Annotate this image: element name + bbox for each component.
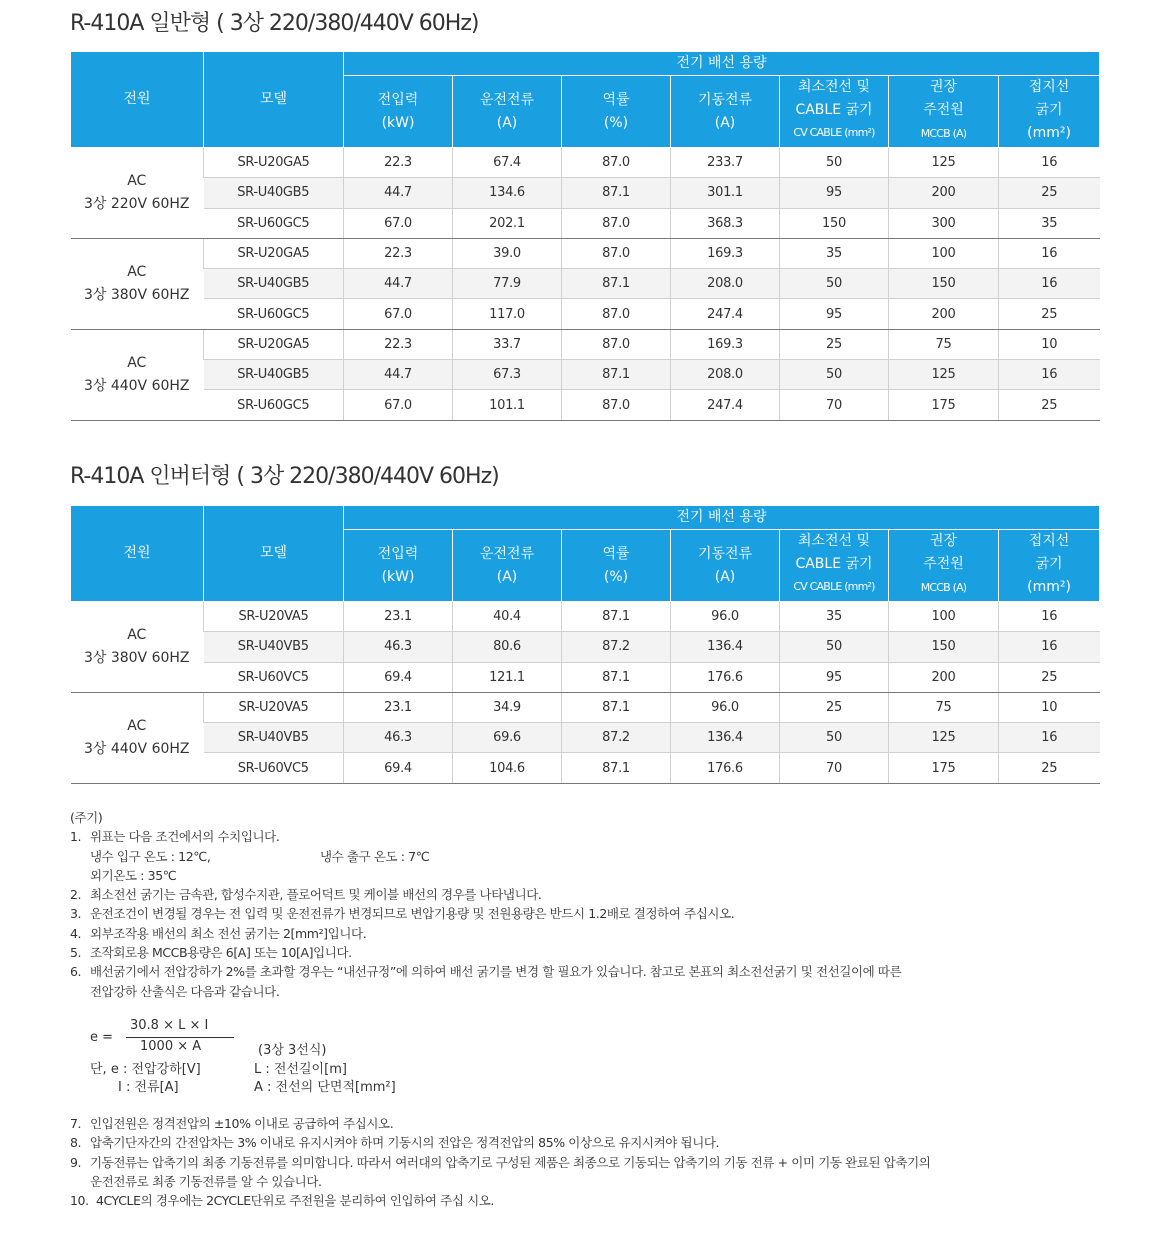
- formula-def-e: 단, e : 전압강하[V]: [90, 1062, 201, 1077]
- header-power-factor: 역률 (%): [562, 530, 671, 602]
- table-row: [71, 269, 1100, 299]
- note-8: 8. 압축기단자간의 간전압차는 3% 이내로 유지시켜야 하며 기동시의 전압은 정격전압의 85% 이상으로 유지시켜야 됩니다.: [70, 1135, 720, 1151]
- start-current-cell: 247.4: [671, 299, 780, 329]
- input-power-cell: 69.4: [344, 662, 453, 692]
- model-cell: SR-U40GB5: [204, 269, 344, 299]
- power-cell: AC 3상 380V 60HZ: [71, 238, 204, 329]
- formula-def-l: L : 전선길이[m]: [254, 1062, 347, 1077]
- min-wire-cell: 25: [780, 329, 889, 359]
- power-cell: AC 3상 380V 60HZ: [71, 602, 204, 693]
- formula-def-i: I : 전류[A]: [118, 1080, 179, 1095]
- breaker-cell: 125: [889, 148, 999, 178]
- note-10: 10. 4CYCLE의 경우에는 2CYCLE단위로 주전원을 분리하여 인입하여 주십 시오.: [70, 1193, 494, 1209]
- power-factor-cell: 87.2: [562, 723, 671, 753]
- fraction-line: [126, 1037, 234, 1038]
- input-power-cell: 67.0: [344, 299, 453, 329]
- table-body-general: [71, 148, 1100, 421]
- power-factor-cell: 87.0: [562, 148, 671, 178]
- min-wire-cell: 70: [780, 390, 889, 420]
- spec-table-inverter: [70, 505, 1100, 784]
- breaker-cell: 75: [889, 329, 999, 359]
- model-cell: SR-U40GB5: [204, 360, 344, 390]
- header-wiring-capacity: 전기 배선 용량: [344, 506, 1100, 530]
- power-factor-cell: 87.1: [562, 662, 671, 692]
- header-min-wire: 최소전선 및 CABLE 굵기 CV CABLE (mm²): [780, 76, 889, 148]
- table-row: [71, 178, 1100, 208]
- table-row: [71, 692, 1100, 722]
- power-cell: AC 3상 220V 60HZ: [71, 148, 204, 239]
- input-power-cell: 46.3: [344, 632, 453, 662]
- notes-block: [70, 808, 1110, 1001]
- power-factor-cell: 87.0: [562, 329, 671, 359]
- note-6: 6. 배선굵기에서 전압강하가 2%를 초과할 경우는 “내선규정”에 의하여 배선 굵기를 변경 할 필요가 있습니다. 참고로 본표의 최소전선굵기 및 전선길이에 따른: [70, 964, 902, 980]
- ground-cell: 25: [999, 178, 1100, 208]
- run-current-cell: 104.6: [453, 753, 562, 783]
- model-cell: SR-U20VA5: [204, 602, 344, 632]
- input-power-cell: 69.4: [344, 753, 453, 783]
- start-current-cell: 169.3: [671, 238, 780, 268]
- run-current-cell: 202.1: [453, 208, 562, 238]
- min-wire-cell: 25: [780, 692, 889, 722]
- min-wire-cell: 35: [780, 238, 889, 268]
- input-power-cell: 67.0: [344, 390, 453, 420]
- breaker-cell: 200: [889, 299, 999, 329]
- table-row: [71, 662, 1100, 692]
- table-row: [71, 299, 1100, 329]
- header-power-factor: 역률 (%): [562, 76, 671, 148]
- table-row: [71, 329, 1100, 359]
- breaker-cell: 200: [889, 178, 999, 208]
- model-cell: SR-U40GB5: [204, 178, 344, 208]
- start-current-cell: 208.0: [671, 360, 780, 390]
- input-power-cell: 22.3: [344, 238, 453, 268]
- start-current-cell: 368.3: [671, 208, 780, 238]
- min-wire-cell: 95: [780, 662, 889, 692]
- note-6-cont: 전압강하 산출식은 다음과 같습니다.: [90, 983, 280, 999]
- start-current-cell: 233.7: [671, 148, 780, 178]
- note-3: 3. 운전조건이 변경될 경우는 전 입력 및 운전전류가 변경되므로 변압기용량 및 전원용량은 반드시 1.2배로 결정하여 주십시오.: [70, 906, 735, 922]
- note-9: 9. 기동전류는 압축기의 최종 기동전류를 의미합니다. 따라서 여러대의 압축기로 구성된 제품은 최종으로 기동되는 압축기의 기동 전류 + 이미 기동 완료된 압축기의: [70, 1154, 931, 1170]
- input-power-cell: 22.3: [344, 148, 453, 178]
- min-wire-cell: 95: [780, 299, 889, 329]
- ground-cell: 25: [999, 299, 1100, 329]
- min-wire-cell: 50: [780, 269, 889, 299]
- table-row: [71, 148, 1100, 178]
- ground-cell: 16: [999, 360, 1100, 390]
- start-current-cell: 247.4: [671, 390, 780, 420]
- ground-cell: 35: [999, 208, 1100, 238]
- formula-phase: (3상 3선식): [258, 1043, 327, 1058]
- start-current-cell: 169.3: [671, 329, 780, 359]
- notes-block-2: [70, 1114, 1110, 1210]
- table-row: [71, 390, 1100, 420]
- power-factor-cell: 87.1: [562, 178, 671, 208]
- ground-cell: 25: [999, 390, 1100, 420]
- breaker-cell: 125: [889, 360, 999, 390]
- start-current-cell: 136.4: [671, 723, 780, 753]
- start-current-cell: 96.0: [671, 602, 780, 632]
- run-current-cell: 40.4: [453, 602, 562, 632]
- ground-cell: 16: [999, 238, 1100, 268]
- power-factor-cell: 87.0: [562, 390, 671, 420]
- model-cell: SR-U20GA5: [204, 238, 344, 268]
- power-factor-cell: 87.0: [562, 238, 671, 268]
- input-power-cell: 23.1: [344, 692, 453, 722]
- header-input-power: 전입력 (kW): [344, 76, 453, 148]
- breaker-cell: 75: [889, 692, 999, 722]
- voltage-drop-formula: e = 30.8 × L × I 1000 × A (3상 3선식) 단, e : 전압강하[V] L : 전선길이[m] I : 전류[A] A : 전선의 단면적[mm²]: [90, 1018, 396, 1095]
- ground-cell: 16: [999, 632, 1100, 662]
- run-current-cell: 67.3: [453, 360, 562, 390]
- ground-cell: 16: [999, 148, 1100, 178]
- model-cell: SR-U20VA5: [204, 692, 344, 722]
- breaker-cell: 175: [889, 390, 999, 420]
- model-cell: SR-U40VB5: [204, 723, 344, 753]
- breaker-cell: 150: [889, 269, 999, 299]
- model-cell: SR-U60VC5: [204, 753, 344, 783]
- breaker-cell: 125: [889, 723, 999, 753]
- power-factor-cell: 87.0: [562, 208, 671, 238]
- header-min-wire: 최소전선 및 CABLE 굵기 CV CABLE (mm²): [780, 530, 889, 602]
- table-row: [71, 360, 1100, 390]
- note-1-conditions: 냉수 입구 온도 : 12℃, 냉수 출구 온도 : 7℃: [90, 848, 430, 864]
- run-current-cell: 117.0: [453, 299, 562, 329]
- breaker-cell: 175: [889, 753, 999, 783]
- header-ground: 접지선 굵기 (mm²): [999, 76, 1100, 148]
- model-cell: SR-U60GC5: [204, 390, 344, 420]
- power-factor-cell: 87.1: [562, 602, 671, 632]
- start-current-cell: 301.1: [671, 178, 780, 208]
- power-cell: AC 3상 440V 60HZ: [71, 329, 204, 420]
- input-power-cell: 44.7: [344, 360, 453, 390]
- run-current-cell: 33.7: [453, 329, 562, 359]
- start-current-cell: 136.4: [671, 632, 780, 662]
- header-power: 전원: [71, 506, 204, 602]
- model-cell: SR-U60VC5: [204, 662, 344, 692]
- model-cell: SR-U40VB5: [204, 632, 344, 662]
- power-factor-cell: 87.1: [562, 692, 671, 722]
- model-cell: SR-U20GA5: [204, 148, 344, 178]
- run-current-cell: 101.1: [453, 390, 562, 420]
- note-7: 7. 인입전원은 정격전압의 ±10% 이내로 공급하여 주십시오.: [70, 1116, 394, 1131]
- start-current-cell: 176.6: [671, 753, 780, 783]
- min-wire-cell: 50: [780, 360, 889, 390]
- note-9-cont: 운전전류로 최종 기동전류를 알 수 있습니다.: [90, 1173, 322, 1189]
- power-factor-cell: 87.2: [562, 632, 671, 662]
- breaker-cell: 150: [889, 632, 999, 662]
- ground-cell: 16: [999, 723, 1100, 753]
- power-factor-cell: 87.1: [562, 269, 671, 299]
- model-cell: SR-U60GC5: [204, 299, 344, 329]
- ground-cell: 25: [999, 662, 1100, 692]
- section-title-general: R-410A 일반형 ( 3상 220/380/440V 60Hz): [70, 11, 479, 36]
- ground-cell: 16: [999, 269, 1100, 299]
- spec-table-general: [70, 51, 1100, 421]
- breaker-cell: 200: [889, 662, 999, 692]
- min-wire-cell: 50: [780, 723, 889, 753]
- header-power: 전원: [71, 52, 204, 148]
- ground-cell: 10: [999, 692, 1100, 722]
- header-model: 모델: [204, 506, 344, 602]
- header-input-power: 전입력 (kW): [344, 530, 453, 602]
- note-1-ambient: 외기온도 : 35℃: [90, 867, 177, 883]
- input-power-cell: 44.7: [344, 269, 453, 299]
- run-current-cell: 69.6: [453, 723, 562, 753]
- min-wire-cell: 35: [780, 602, 889, 632]
- start-current-cell: 176.6: [671, 662, 780, 692]
- section-title-inverter: R-410A 인버터형 ( 3상 220/380/440V 60Hz): [70, 464, 499, 489]
- model-cell: SR-U60GC5: [204, 208, 344, 238]
- run-current-cell: 77.9: [453, 269, 562, 299]
- breaker-cell: 100: [889, 602, 999, 632]
- header-start-current: 기동전류 (A): [671, 530, 780, 602]
- min-wire-cell: 150: [780, 208, 889, 238]
- run-current-cell: 39.0: [453, 238, 562, 268]
- header-ground: 접지선 굵기 (mm²): [999, 530, 1100, 602]
- note-5: 5. 조작회로용 MCCB용량은 6[A] 또는 10[A]입니다.: [70, 945, 352, 961]
- power-cell: AC 3상 440V 60HZ: [71, 692, 204, 783]
- run-current-cell: 34.9: [453, 692, 562, 722]
- power-factor-cell: 87.1: [562, 753, 671, 783]
- header-start-current: 기동전류 (A): [671, 76, 780, 148]
- note-2: 2. 최소전선 굵기는 금속관, 합성수지관, 플로어덕트 및 케이블 배선의 경우를 나타냅니다.: [70, 887, 542, 903]
- ground-cell: 10: [999, 329, 1100, 359]
- breaker-cell: 100: [889, 238, 999, 268]
- formula-numerator: 30.8 × L × I: [130, 1018, 209, 1033]
- input-power-cell: 67.0: [344, 208, 453, 238]
- run-current-cell: 134.6: [453, 178, 562, 208]
- note-1: 1. 위표는 다음 조건에서의 수치입니다.: [70, 829, 280, 845]
- note-4: 4. 외부조작용 배선의 최소 전선 굵기는 2[mm²]입니다.: [70, 925, 367, 941]
- min-wire-cell: 95: [780, 178, 889, 208]
- run-current-cell: 80.6: [453, 632, 562, 662]
- header-run-current: 운전전류 (A): [453, 530, 562, 602]
- run-current-cell: 121.1: [453, 662, 562, 692]
- table-row: [71, 238, 1100, 268]
- table-row: [71, 753, 1100, 783]
- start-current-cell: 96.0: [671, 692, 780, 722]
- table-row: [71, 632, 1100, 662]
- formula-denominator: 1000 × A: [140, 1039, 202, 1054]
- min-wire-cell: 50: [780, 148, 889, 178]
- ground-cell: 16: [999, 602, 1100, 632]
- min-wire-cell: 70: [780, 753, 889, 783]
- min-wire-cell: 50: [780, 632, 889, 662]
- header-breaker: 권장 주전원 MCCB (A): [889, 76, 999, 148]
- table-row: [71, 723, 1100, 753]
- table-row: [71, 602, 1100, 632]
- breaker-cell: 300: [889, 208, 999, 238]
- header-run-current: 운전전류 (A): [453, 76, 562, 148]
- ground-cell: 25: [999, 753, 1100, 783]
- run-current-cell: 67.4: [453, 148, 562, 178]
- notes-heading: (주기): [70, 810, 103, 825]
- start-current-cell: 208.0: [671, 269, 780, 299]
- power-factor-cell: 87.1: [562, 360, 671, 390]
- model-cell: SR-U20GA5: [204, 329, 344, 359]
- header-wiring-capacity: 전기 배선 용량: [344, 52, 1100, 76]
- power-factor-cell: 87.0: [562, 299, 671, 329]
- formula-def-a: A : 전선의 단면적[mm²]: [254, 1080, 396, 1095]
- table-body-inverter: [71, 602, 1100, 784]
- header-breaker: 권장 주전원 MCCB (A): [889, 530, 999, 602]
- table-row: [71, 208, 1100, 238]
- header-model: 모델: [204, 52, 344, 148]
- input-power-cell: 46.3: [344, 723, 453, 753]
- input-power-cell: 44.7: [344, 178, 453, 208]
- input-power-cell: 23.1: [344, 602, 453, 632]
- input-power-cell: 22.3: [344, 329, 453, 359]
